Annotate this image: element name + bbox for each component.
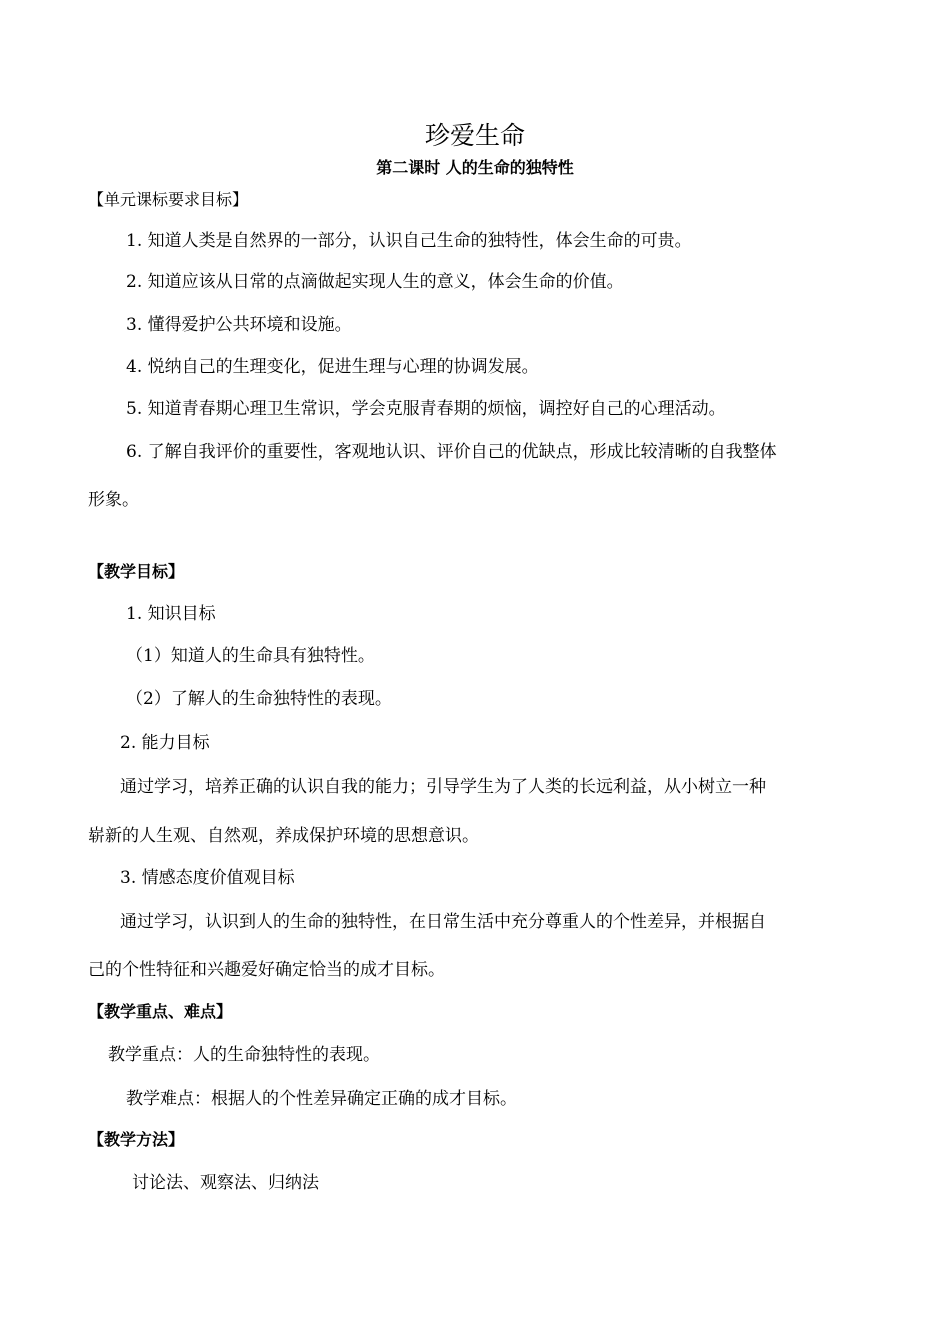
unit-goals-heading: 【单元课标要求目标】 [88,190,249,209]
teaching-difficulty: 教学难点：根据人的个性差异确定正确的成才目标。 [126,1089,517,1109]
teaching-goals-heading: 【教学目标】 [88,562,185,581]
methods-heading: 【教学方法】 [88,1130,185,1149]
ability-goal-title: 2. 能力目标 [120,733,210,753]
emotion-goal-text: 通过学习，认识到人的生命的独特性，在日常生活中充分尊重人的个性差异，并根据自 [120,912,766,932]
unit-goal-item: 2. 知道应该从日常的点滴做起实现人生的意义，体会生命的价值。 [126,272,624,292]
key-points-heading: 【教学重点、难点】 [88,1002,233,1021]
knowledge-goal-item: （2）了解人的生命独特性的表现。 [126,689,392,709]
methods-content: 讨论法、观察法、归纳法 [132,1173,319,1193]
page-title: 珍爱生命 [424,121,525,150]
knowledge-goal-item: （1）知道人的生命具有独特性。 [126,646,375,666]
ability-goal-text: 通过学习，培养正确的认识自我的能力；引导学生为了人类的长远利益，从小树立一种 [120,777,766,797]
lesson-subtitle: 第二课时 人的生命的独特性 [376,158,574,177]
teaching-focus: 教学重点：人的生命独特性的表现。 [108,1045,380,1065]
unit-goal-item: 3. 懂得爱护公共环境和设施。 [126,315,352,335]
unit-goal-item: 1. 知道人类是自然界的一部分，认识自己生命的独特性，体会生命的可贵。 [126,231,692,251]
unit-goal-item-continuation: 形象。 [88,490,139,510]
unit-goal-item: 4. 悦纳自己的生理变化，促进生理与心理的协调发展。 [126,357,539,377]
knowledge-goal-title: 1. 知识目标 [126,604,216,624]
emotion-goal-title: 3. 情感态度价值观目标 [120,868,295,888]
emotion-goal-text-continuation: 己的个性特征和兴趣爱好确定恰当的成才目标。 [88,960,445,980]
unit-goal-item: 6. 了解自我评价的重要性，客观地认识、评价自己的优缺点，形成比较清晰的自我整体 [126,442,777,462]
ability-goal-text-continuation: 崭新的人生观、自然观，养成保护环境的思想意识。 [88,826,479,846]
unit-goal-item: 5. 知道青春期心理卫生常识，学会克服青春期的烦恼，调控好自己的心理活动。 [126,399,726,419]
